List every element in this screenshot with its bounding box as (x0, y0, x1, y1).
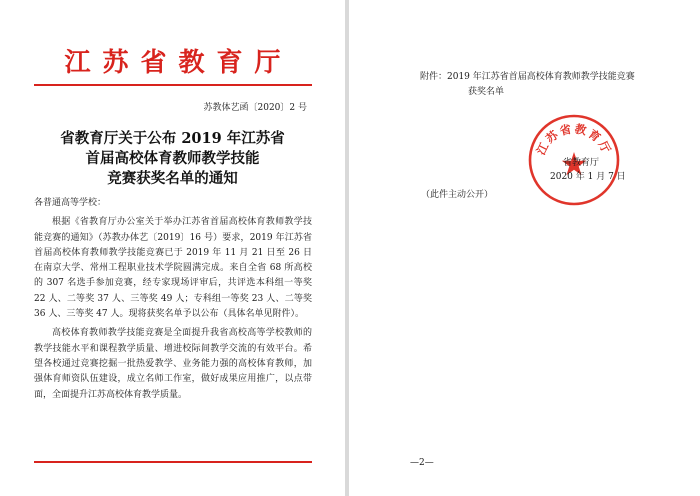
attachment-label (420, 70, 635, 100)
notice-title-line: 首届高校体育教师教学技能 (85, 150, 260, 167)
notice-title-line: 竞赛获奖名单的通知 (107, 170, 238, 187)
body-paragraph: 高校体育教师教学技能竞赛是全面提升我省高校高等学校教师的教学技能水平和课程教学质量、增进校际间教学交流的有效平台。希望各校通过竞赛挖掘一批热爱教学、业务能力强的高校体育教师，加强体育师资队伍建设，成立名师工作室，做好成果应用推广，以点带面，全面提升江苏高校体育教学质量。 (34, 328, 312, 400)
notice-title-line: 省教育厅关于公布 2019 年江苏省 (60, 130, 285, 147)
letterhead-rule (34, 84, 312, 86)
notice-body (34, 196, 312, 407)
salutation: 各普通高等学校： (34, 198, 107, 208)
document-number: 苏教体艺函〔2020〕2 号 (203, 103, 307, 113)
notice-title (0, 129, 345, 189)
letterhead-title: 江苏省教育厅 (64, 48, 293, 78)
issuer: 省教育厅 (563, 158, 600, 168)
body-paragraph: 根据《省教育厅办公室关于举办江苏省首届高校体育教师教学技能竞赛的通知》（苏教办体艺〔2019〕16 号）要求，2019 年江苏省首届高校体育教师教学技能竞赛已于 2019 年 11 月 21 日至 26 日在南京大学、常州工程职业技术学院圆满完成。来自全省 68 所高校的 307 名选手参加竞赛，经专家现场评审后，共评选本科组一等奖 22 人、二等奖 37 人、三等奖 49 人；专科组一等奖 23 人、二等奖 36 人、三等奖 47 人。现将获奖名单予以公布（具体名单见附件）。 (34, 217, 312, 320)
attachment-line: 附件：2019 年江苏省首届高校体育教师教学技能竞赛 (420, 72, 635, 82)
disclosure-note: （此件主动公开） (421, 190, 494, 200)
left-page (0, 0, 345, 496)
page-number: —2— (410, 458, 434, 468)
footer-rule (34, 461, 312, 463)
issue-date: 2020 年 1 月 7 日 (550, 172, 626, 182)
seal-text-path: 江苏省教育厅 (533, 121, 615, 158)
attachment-line: 获奖名单 (468, 87, 505, 97)
